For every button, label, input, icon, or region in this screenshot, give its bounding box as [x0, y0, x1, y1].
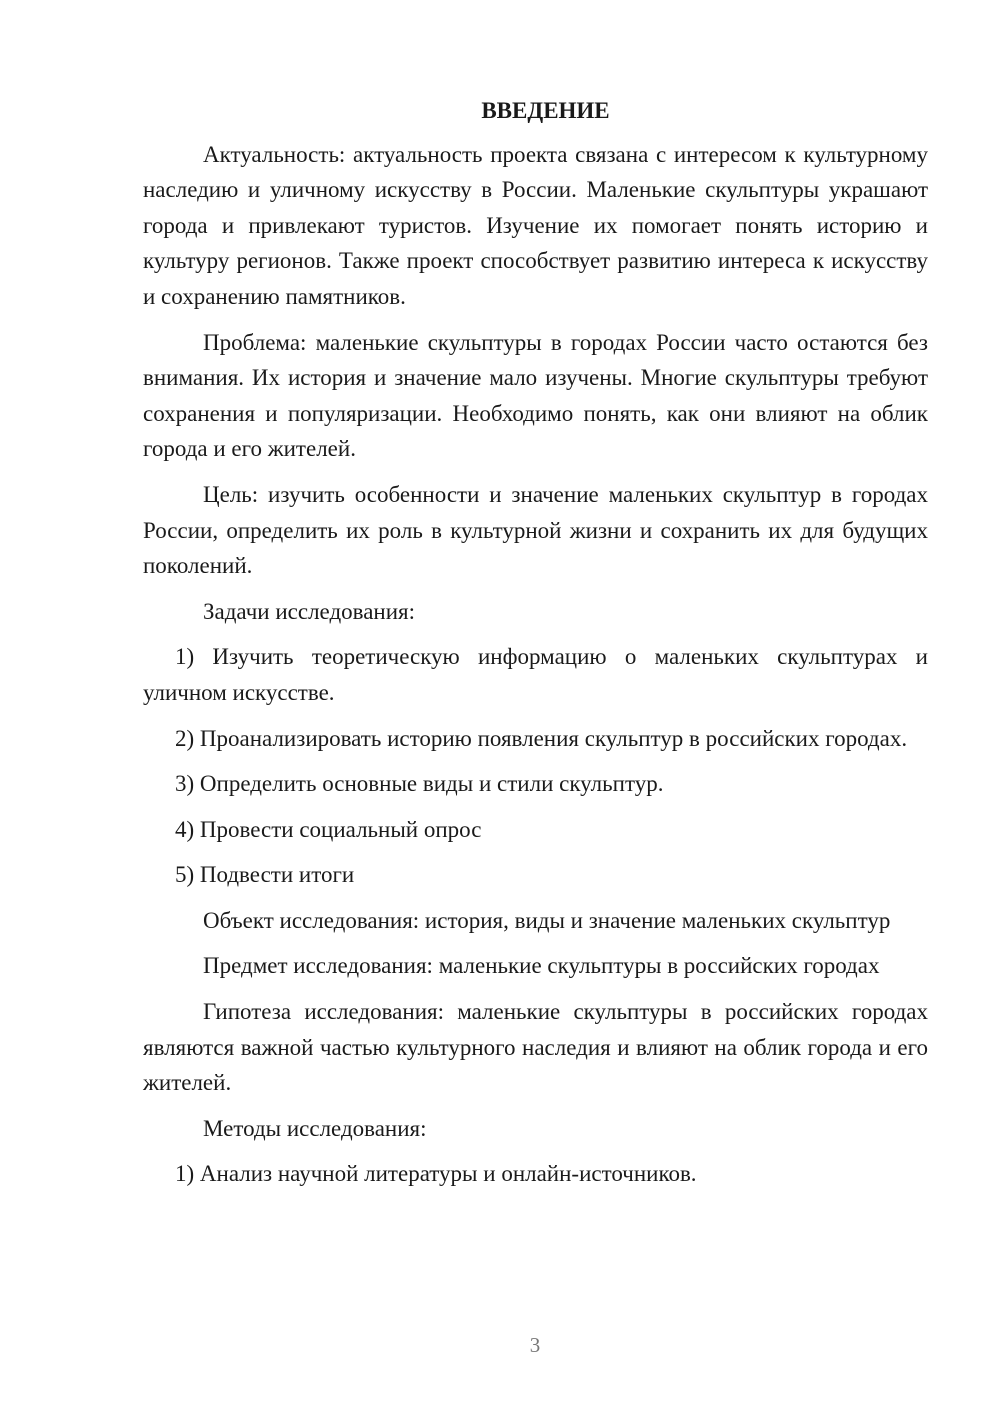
problem-paragraph: Проблема: маленькие скульптуры в городах России часто остаются без внимания. Их история и значение мало изучены. Многие скульптуры требуют сохранения и популяризации. Необходимо понять, как они влияют на облик города и его жителей. — [143, 329, 928, 462]
object-paragraph: Объект исследования: история, виды и значение маленьких скульптур — [203, 907, 891, 933]
page-number: 3 — [529, 1333, 541, 1357]
hypothesis-paragraph: Гипотеза исследования: маленькие скульптуры в российских городах являются важной частью культурного наследия и влияют на облик города и его жителей. — [143, 999, 928, 1096]
task-item-5: 5) Подвести итоги — [175, 862, 355, 888]
relevance-paragraph: Актуальность: актуальность проекта связана с интересом к культурному наследию и уличному искусству в России. Маленькие скульптуры украшают города и привлекают туристов. Изучение их помогает понять историю и культуру регионов. Также проект способствует развитию интереса к искусству и сохранению памятников. — [143, 141, 928, 309]
subject-paragraph: Предмет исследования: маленькие скульптуры в российских городах — [203, 953, 880, 979]
task-item-3: 3) Определить основные виды и стили скульптур. — [175, 771, 664, 797]
methods-title: Методы исследования: — [203, 1115, 427, 1141]
section-heading: ВВЕДЕНИЕ — [481, 98, 610, 123]
task-item-4: 4) Провести социальный опрос — [175, 816, 482, 842]
goal-paragraph: Цель: изучить особенности и значение маленьких скульптур в городах России, определить их роль в культурной жизни и сохранить их для будущих поколений. — [143, 481, 928, 579]
page-content — [143, 93, 928, 1202]
task-item-2: 2) Проанализировать историю появления скульптур в российских городах. — [175, 725, 908, 751]
method-item-1: 1) Анализ научной литературы и онлайн-источников. — [175, 1161, 697, 1187]
tasks-title: Задачи исследования: — [203, 598, 416, 624]
task-item-1: 1) Изучить теоретическую информацию о маленьких скульптурах и уличном искусстве. — [143, 644, 928, 705]
